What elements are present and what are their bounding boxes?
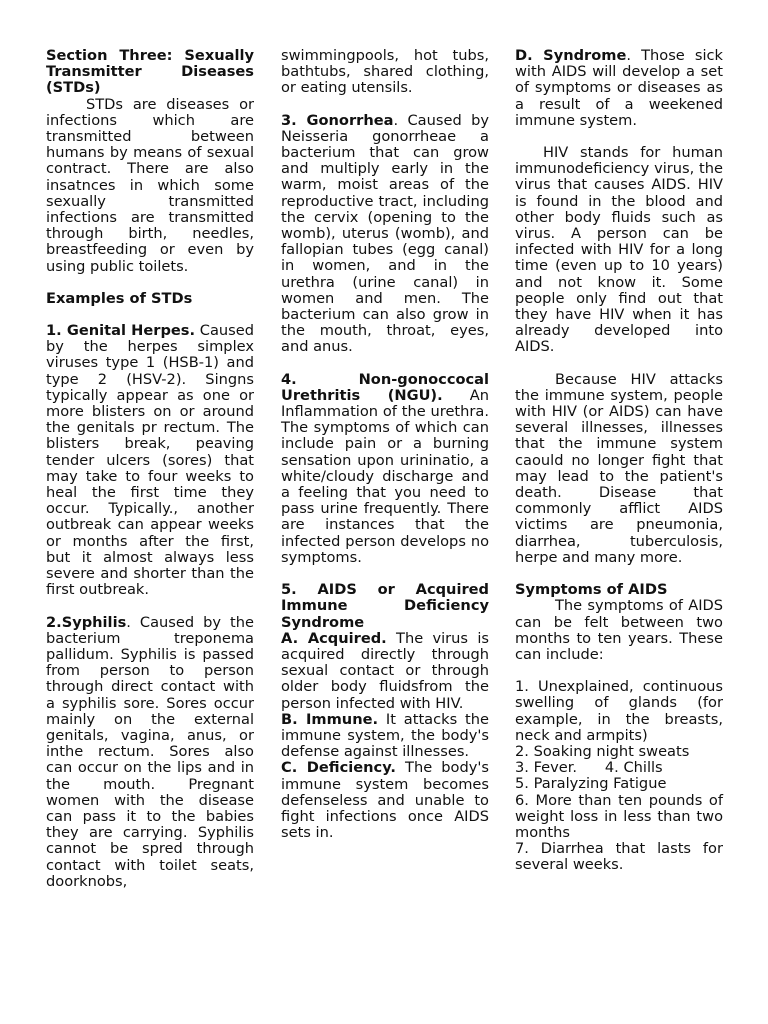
syphilis-continued: swimmingpools, hot tubs, bathtubs, shared clothing, or eating utensils.	[281, 47, 489, 97]
intro-paragraph: STDs are diseases or infections which are transmitted between humans by means of sexual contract. There are also insatnces in which some sexually transmitted infections are transmitted through birth, needles, breastfeeding or even by using public toilets.	[46, 95, 254, 275]
list-item: 6. More than ten pounds of weight loss in less than two months	[515, 791, 723, 841]
ngu-title: 4. Non-gonoccocal Urethritis (NGU).	[281, 370, 489, 404]
syndrome-paragraph	[515, 48, 723, 129]
gonorrhea-title: 3. Gonorrhea	[281, 111, 394, 129]
list-item: 2. Soaking night sweats	[515, 742, 690, 760]
syndrome-title: D. Syndrome	[515, 47, 627, 64]
hiv-paragraph: HIV stands for human immunodeficiency virus, the virus that causes AIDS. HIV is found in the blood and other body fluids such as virus. A person can be infected with HIV for a long time (even up to 10 years) and not know it. Some people only find out that they have HIV when it has already developed into AIDS.	[515, 144, 723, 356]
deficiency-body: The body's immune system becomes defenseless and unable to fight infections once AIDS sets in.	[281, 759, 489, 842]
syndrome-body: . Those sick with AIDS will develop a set of symptoms or diseases as a result of a weekened immune system.	[515, 47, 723, 129]
syphilis-body: . Caused by the bacterium treponema pallidum. Syphilis is passed from person to person through direct contact with a syphilis sore. Sores occur mainly on the external genitals, vagina, anus, or inthe rectum. Sores also can occur on the lips and in the mouth. Pregnant women with the disease can pass it to the babies they are carrying. Syphilis cannot be spred through contact with toilet seats, doorknobs,	[46, 613, 254, 890]
syphilis-paragraph	[46, 615, 254, 890]
symptoms-heading: Symptoms of AIDS	[515, 581, 668, 599]
column-1	[46, 48, 254, 890]
list-item: 5. Paralyzing Fatigue	[515, 775, 667, 793]
list-item: 3. Fever. 4. Chills	[515, 759, 663, 777]
syphilis-title: 2.Syphilis	[46, 613, 127, 631]
deficiency-paragraph	[281, 760, 489, 841]
acquired-title: A. Acquired.	[281, 629, 387, 647]
symptoms-intro: The symptoms of AIDS can be felt between two months to ten years. These can include:	[515, 597, 723, 663]
ngu-body: An Inflammation of the urethra. The symptoms of which can include pain or a burning sensation upon urininatio, a white/cloudy discharge and a feeling that you need to pass urine frequently. There are instances that the infected person develops no symptoms.	[281, 386, 489, 566]
examples-heading: Examples of STDs	[46, 289, 193, 307]
section-title: Section Three: Sexually Transmitter Diseases (STDs)	[46, 47, 254, 97]
herpes-title: 1. Genital Herpes.	[46, 322, 196, 340]
ngu-paragraph	[281, 372, 489, 566]
list-item: 1. Unexplained, continuous swelling of glands (for example, in the breasts, neck and armpits)	[515, 678, 723, 744]
symptoms-list	[515, 679, 723, 873]
list-item: 7. Diarrhea that lasts for several weeks.	[515, 840, 723, 874]
acquired-body: The virus is acquired directly through sexual contact or through older body fluidsfrom the person infected with HIV.	[281, 629, 489, 712]
herpes-paragraph	[46, 323, 254, 598]
because-paragraph: Because HIV attacks the immune system, people with HIV (or AIDS) can have several illnesses, illnesses that the immune system caould no longer fight that may lead to the patient's death. Disease that commonly afflict AIDS victims are pneumonia, diarrhea, tuberculosis, herpe and many more.	[515, 370, 723, 566]
deficiency-title: C. Deficiency.	[281, 759, 396, 777]
immune-title: B. Immune.	[281, 710, 379, 728]
immune-body: It attacks the immune system, the body's defense against illnesses.	[281, 710, 489, 761]
column-2	[281, 48, 489, 841]
column-3	[515, 48, 723, 874]
immune-paragraph	[281, 712, 489, 761]
gonorrhea-body: . Caused by Neisseria gonorrheae a bacterium that can grow and multiply early in the warm, moist areas of the reproductive tract, including the cervix (opening to the womb), uterus (womb), and fallopian tubes (egg canal) in women, and in the urethra (urine canal) in women and men. The bacterium can also grow in the mouth, throat, eyes, and anus.	[281, 111, 489, 356]
acquired-paragraph	[281, 631, 489, 712]
herpes-body: Caused by the herpes simplex viruses type 1 (HSB-1) and type 2 (HSV-2). Singns typically appear as one or more blisters on or around the genitals pr rectum. The blisters break, peaving tender ulcers (sores) that may take to four weeks to heal the first time they occur. Typically., another outbreak can appear weeks or months after the first, but it almost always less severe and shorter than the first outbreak.	[46, 322, 254, 599]
gonorrhea-paragraph	[281, 113, 489, 356]
aids-title: 5. AIDS or Acquired Immune Deficiency Syndrome	[281, 581, 489, 631]
